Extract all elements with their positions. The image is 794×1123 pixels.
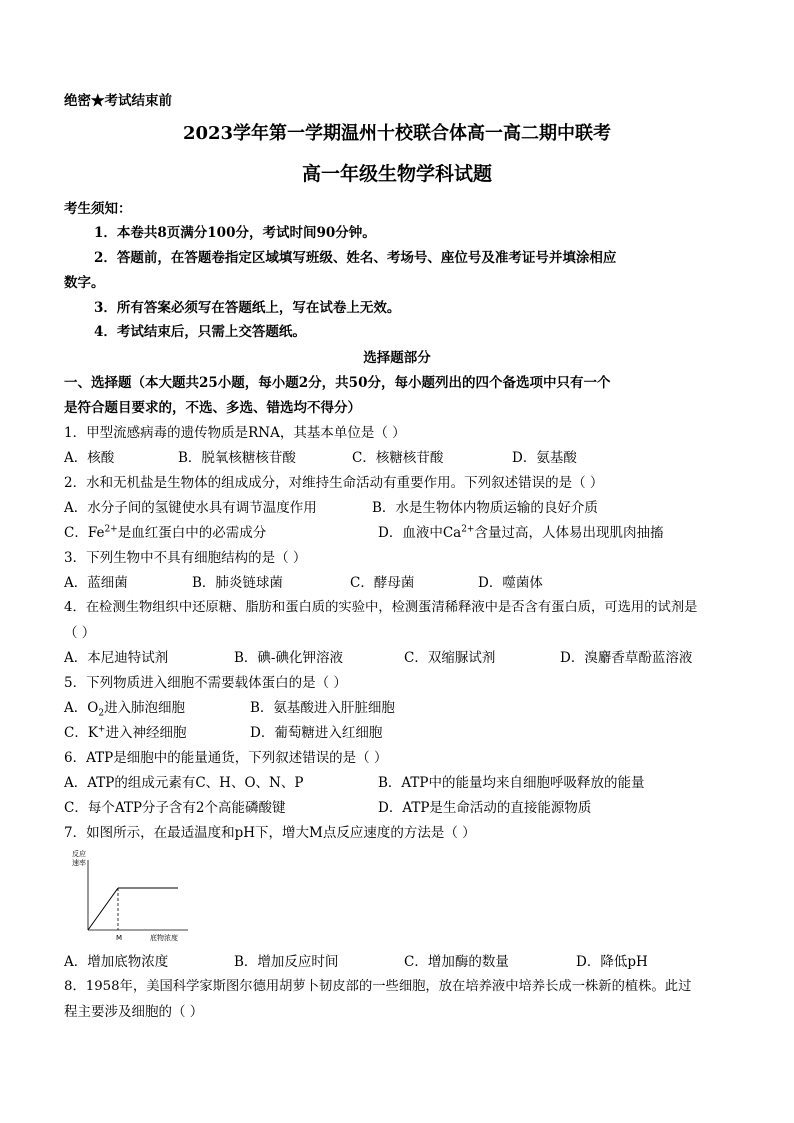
notice-item: 2．答题前，在答题卷指定区域填写班级、姓名、考场号、座位号及准考证号并填涂相应 — [94, 250, 617, 266]
question-6-option-a: A．ATP的组成元素有C、H、O、N、P — [64, 775, 304, 791]
notice-heading: 考生须知： — [64, 201, 132, 217]
graph-x-label: 底物浓度 — [150, 934, 178, 942]
question-3-stem: 3．下列生物中不具有细胞结构的是（ ） — [64, 550, 307, 566]
confidential-label: 绝密★考试结束前 — [64, 93, 172, 109]
question-3-option-a: A．蓝细菌 — [64, 575, 128, 591]
section-title: 选择题部分 — [363, 350, 431, 366]
question-2-option-d: D．血液中$Ca^{2+}$含量过高，人体易出现肌肉抽搐 — [378, 524, 664, 541]
graph-m-label: M — [116, 934, 123, 942]
question-4-option-b: B．碘-碘化钾溶液 — [234, 650, 343, 666]
question-1-option-c: C．核糖核苷酸 — [352, 450, 444, 466]
exam-title: 2023学年第一学期温州十校联合体高一高二期中联考 — [182, 123, 612, 144]
question-8-stem: 8．1958年，美国科学家斯图尔德用胡萝卜韧皮部的一些细胞，放在培养液中培养长成一株新的植株。此过 — [64, 979, 692, 994]
question-7-option-a: A．增加底物浓度 — [64, 954, 169, 970]
question-3-option-b: B．肺炎链球菌 — [192, 575, 283, 591]
section-intro-continued: 是符合题目要求的，不选、多选、错选均不得分） — [64, 400, 361, 416]
question-6-option-c: C．每个ATP分子含有2个高能磷酸键 — [64, 800, 286, 816]
question-3-option-c: C．酵母菌 — [350, 575, 415, 591]
section-intro: 一、选择题（本大题共25小题，每小题2分，共50分，每小题列出的四个备选项中只有一个 — [64, 375, 611, 391]
question-1-stem: 1．甲型流感病毒的遗传物质是RNA，其基本单位是（ ） — [64, 425, 406, 441]
graph-curve-rising — [88, 888, 118, 930]
question-4-option-d: D．溴麝香草酚蓝溶液 — [560, 650, 693, 666]
question-7-stem: 7．如图所示，在最适温度和pH下，增大M点反应速度的方法是（ ） — [64, 825, 476, 841]
question-2-option-c: C．$Fe^{2+}$是血红蛋白中的必需成分 — [64, 524, 267, 541]
question-2-stem: 2．水和无机盐是生物体的组成成分，对维持生命活动有重要作用。下列叙述错误的是（ ） — [64, 475, 604, 491]
question-2-option-b: B．水是生物体内物质运输的良好介质 — [372, 500, 598, 516]
question-1-option-a: A．核酸 — [64, 450, 115, 466]
question-5-option-c: C．K+进入神经细胞 — [64, 724, 187, 741]
graph-y-label: 反应 — [72, 850, 86, 858]
question-2-option-a: A．水分子间的氢键使水具有调节温度作用 — [64, 500, 317, 516]
notice-item: 1．本卷共8页满分100分，考试时间90分钟。 — [94, 225, 376, 241]
question-4-option-a: A．本尼迪特试剂 — [64, 650, 169, 666]
question-1-option-d: D．氨基酸 — [512, 450, 577, 466]
question-5-option-d: D．葡萄糖进入红细胞 — [250, 725, 383, 741]
notice-item-continued: 数字。 — [64, 275, 105, 291]
question-5-stem: 5．下列物质进入细胞不需要载体蛋白的是（ ） — [64, 675, 347, 691]
question-5-option-b: B．氨基酸进入肝脏细胞 — [250, 700, 395, 716]
notice-item: 3．所有答案必须写在答题纸上，写在试卷上无效。 — [94, 300, 401, 316]
graph-y-label: 速率 — [72, 859, 86, 867]
reaction-rate-graph — [70, 848, 190, 944]
question-6-stem: 6．ATP是细胞中的能量通货，下列叙述错误的是（ ） — [64, 750, 388, 766]
question-7-option-c: C．增加酶的数量 — [404, 954, 509, 970]
question-3-option-d: D．噬菌体 — [478, 575, 543, 591]
notice-item: 4．考试结束后，只需上交答题纸。 — [94, 324, 306, 340]
question-8-stem-continued: 程主要涉及细胞的（ ） — [64, 1004, 204, 1020]
question-7-option-d: D．降低pH — [576, 954, 648, 970]
question-6-option-b: B．ATP中的能量均来自细胞呼吸释放的能量 — [378, 775, 645, 791]
question-4-stem-continued: （ ） — [64, 625, 96, 641]
question-6-option-d: D．ATP是生命活动的直接能源物质 — [378, 800, 592, 816]
question-7-option-b: B．增加反应时间 — [234, 954, 339, 970]
exam-subtitle: 高一年级生物学科试题 — [301, 163, 492, 185]
question-5-option-a: A．$O_2$进入肺泡细胞 — [64, 700, 186, 719]
question-1-option-b: B．脱氧核糖核苷酸 — [178, 450, 296, 466]
question-4-option-c: C．双缩脲试剂 — [404, 650, 496, 666]
question-4-stem: 4．在检测生物组织中还原糖、脂肪和蛋白质的实验中，检测蛋清稀释液中是否含有蛋白质，可选用的试剂是 — [64, 600, 698, 615]
